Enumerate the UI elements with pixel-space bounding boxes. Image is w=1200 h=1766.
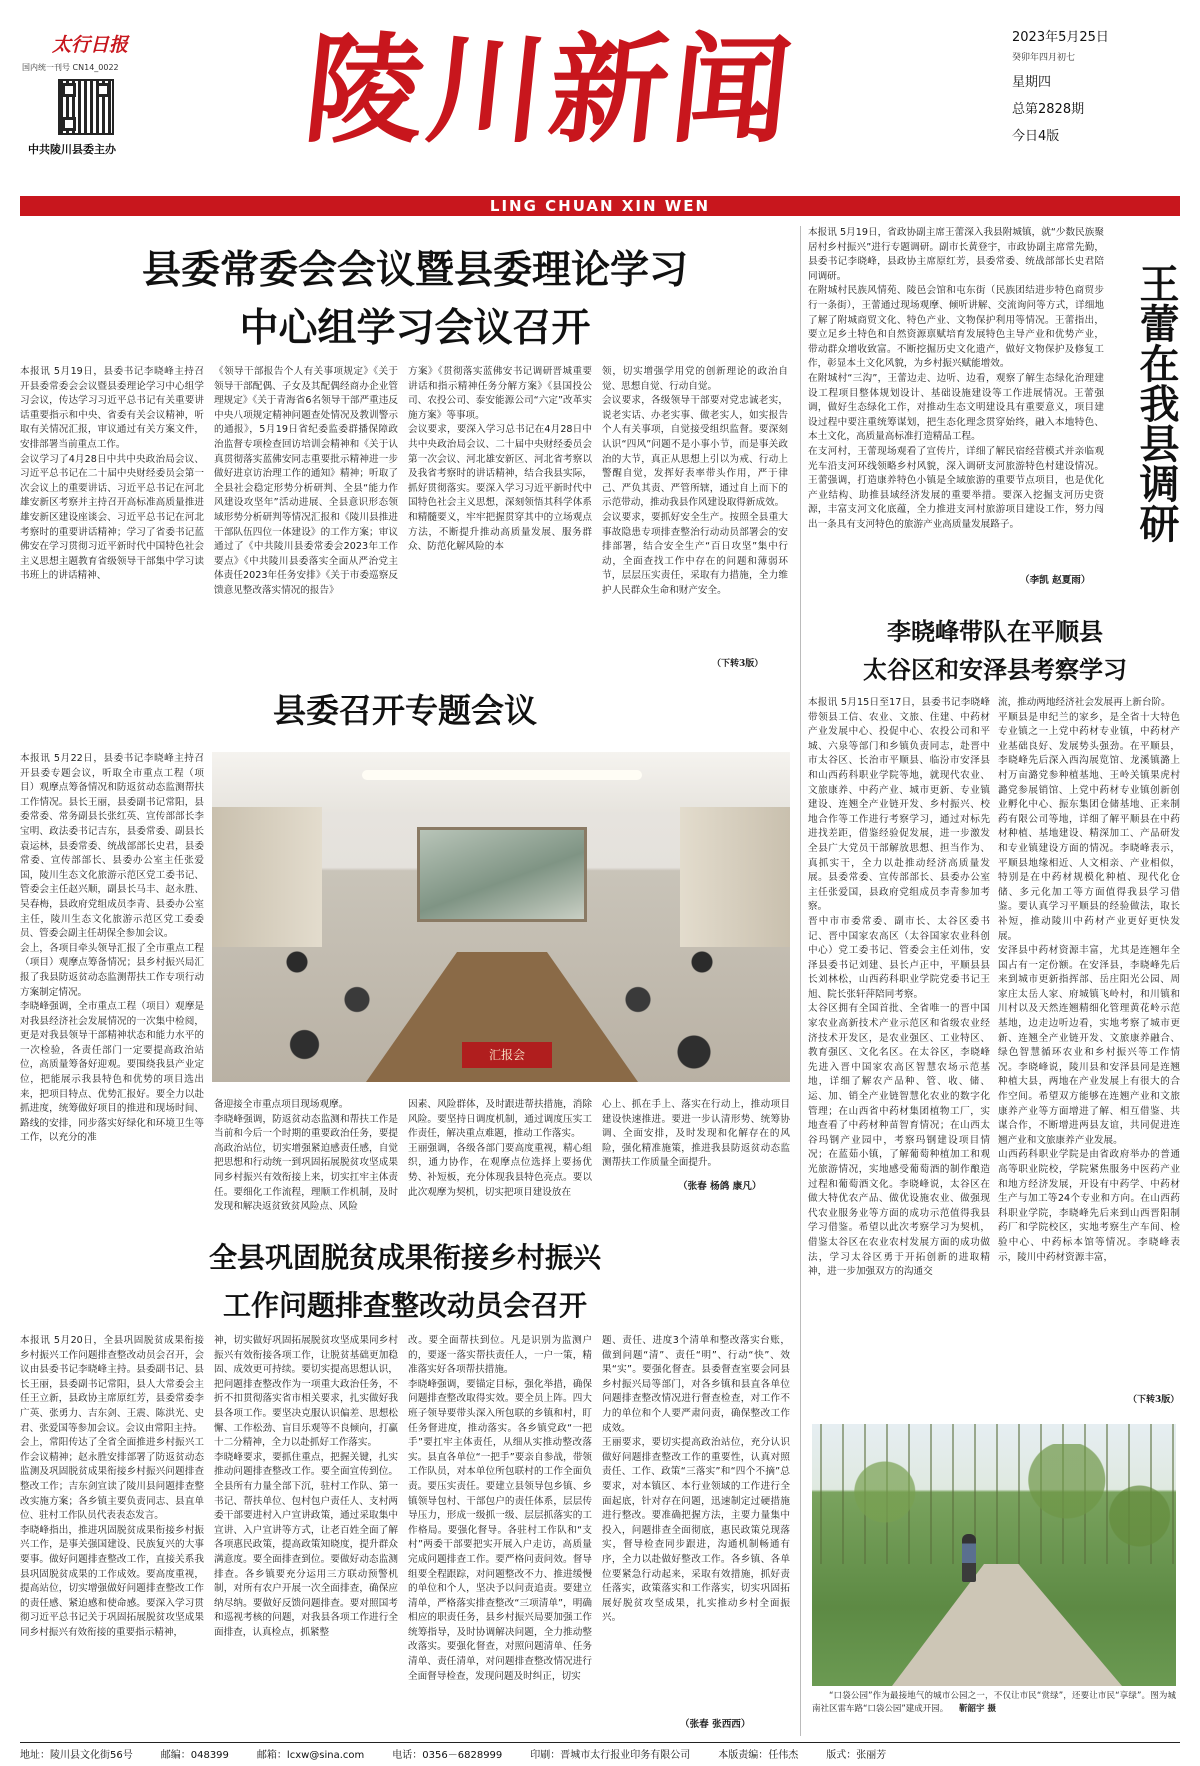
article2-col3: 因素、风险群体，及时跟进帮扶措施，消除风险。要坚持日调度机制，通过调度压实工作责任，解决重点难题，推动工作落实。 王丽强调，各级各部门要高度重视，精心组织，通力协作，在观摩点位选择上要扬优势、补短板，充分体现我县特色亮点。要以此次观摩为契机，切实把项目建设放在 <box>408 1099 592 1198</box>
headline-poverty-alleviation <box>20 1238 790 1326</box>
painting <box>417 827 587 922</box>
ceiling-light <box>362 770 642 780</box>
organizer: 中共陵川县委主办 <box>28 143 116 156</box>
path <box>892 1564 1122 1686</box>
footer-email: 邮箱：lcxw@sina.com <box>256 1750 365 1761</box>
attendees-left <box>252 932 402 1082</box>
headline-line-2: 中心组学习会议召开 <box>239 305 591 351</box>
headline-line-2: 太谷区和安泽县考察学习 <box>863 655 1127 684</box>
curtain-left <box>212 807 322 947</box>
curtain-right <box>680 807 790 947</box>
article3-col2: 神，切实做好巩固拓展脱贫攻坚成果同乡村振兴有效衔接各项工作，让脱贫基础更加稳固、成效更可持续。要切实提高思想认识，把问题排查整改作为一项重大政治任务，不折不扣贯彻落实省市相关要求，扎实做好我县各项工作。要坚决克服认识偏差、思想松懈、工作松劲、盲目乐观等不良倾向，打赢十二分精神，全力以赴抓好工作落实。 李晓峰要求，要抓住重点，把握关键，扎实推动问题排查整改工作。要全面宣传到位。全县所有力量全部下沉，驻村工作队、第一书记、帮扶单位、包村包户责任人、支村两委干部要进村入户宣讲政策，通过采取集中宣讲、入户宣讲等方式，让老百姓全面了解各项惠民政策，提高政策知晓度，提升群众满意度。要全面排查到位。要做好动态监测排查。各乡镇要充分运用三方联动预警机制，对所有农户开展一次全面排查，确保应纳尽纳。要做好反馈问题排查。要对照国考和巡视考核的问题，对我县各项工作进行全面排查，认真检点，抓紧整 <box>214 1335 398 1638</box>
footer-phone: 电话：0356－6828999 <box>392 1750 503 1761</box>
side-article2-col1: 本报讯 5月15日至17日，县委书记李晓峰带领县工信、农业、文旅、住建、中药材产业发展中心、投促中心、农投公司和平城、六泉等部门和乡镇负责同志，赴晋中市太谷区、长治市平顺县、临汾市安泽县和山西药科职业学院等地，就现代农业、文旅康养、中药产业、城市更新、专业镇建设、连翘全产业链开发、乡村振兴、校地合作等工作进行考察学习，通过对标先进找差距，借鉴经验促发展，进一步激发全县广大党员干部解放思想、担当作为、真抓实干，全力以赴推动经济高质量发展。县委常委、宣传部部长、县委办公室主任张爱国，县政府党组成员李青参加考察。 晋中市市委常委、副市长、太谷区委书记、晋中国家农高区（太谷国家农业科创中心）党工委书记、管委会主任刘伟，安泽县委书记刘建、县长卢正中，平顺县县长刘林松，山西药科职业学院党委书记王旭、院长张轩萍陪同考察。 太谷区拥有全国首批、全省唯一的晋中国家农业高新技术产业示范区和省级农业经济技术开发区，是农业强区、工业特区、教育强区、文化名区。在太谷区，李晓峰先进入晋中国家农高区智慧农场示范基地，详细了解农产品种、管、收、储、运、加、销全产业链智慧化农业的数字化管理；在山西省中药材集团植物工厂，实地查看了中药材种苗智育情况；在山西太谷玛钢产业园中，考察玛钢建设项目情况；在蓝茹小镇，了解葡萄种植加工和观光旅游情况，实地感受葡萄酒的制作酿造过程和葡萄酒文化。李晓峰说，太谷区在做大特优农产品、做优设施农业、做强现代农业服务业等方面的成功示范值得我县学习借鉴。希望以此次考察学习为契机，借鉴太谷区在农业农村发展方面的成功做法，学习太谷区勇于开拓创新的进取精神，进一步加强双方的沟通交 <box>808 697 990 1278</box>
person <box>962 1534 976 1582</box>
article2-col1: 本报讯 5月22日，县委书记李晓峰主持召开县委专题会议，听取全市重点工程（项目）观摩点筹备情况和防返贫动态监测帮扶工作情况。县长王丽，县委副书记常阳，县委常委、常务副县长张红英、宣传部部长李宝明、政法委书记吉东，县委常委、副县长袁运林，县委常委、统战部部长史君，县委常委、宣传部部长、县委办公室主任张爱国，陵川生态文化旅游示范区党工委书记、管委会主任赵兴顺，副县长马丰、赵永胜、吴春梅，县政府党组成员李青、县委办公室主任，陵川生态文化旅游示范区党工委委员、管委会副主任胡保全参加会议。 会上，各项目牵头领导汇报了全市重点工程（项目）观摩点筹备情况；县乡村振兴局汇报了我县防返贫动态监测帮扶工作专项行动方案制定情况。 李晓峰强调，全市重点工程（项目）观摩是对我县经济社会发展情况的一次集中检阅，更是对我县领导干部精神状态和能力水平的一次检验，各责任部门一定要提高政治站位，高质量筹备好迎观。要围绕我县产业定位，把能展示我县特色和优势的项目选出来，把项目特点、优势汇报好。要全力以赴抓进度，统筹做好项目的推进和现场时间、路线的安排，同步落实好绿化和环境卫生等工作，以充分的准 <box>20 753 204 1144</box>
headline-line-2: 工作问题排查整改动员会召开 <box>222 1289 587 1322</box>
footer-editor: 本版责编：任伟杰 <box>718 1750 799 1761</box>
lunar-date: 癸卯年四月初七 <box>1012 53 1076 63</box>
photo-banner: 汇报会 <box>462 1042 552 1068</box>
masthead-right <box>1012 26 1182 176</box>
footer-rule <box>20 1742 1180 1743</box>
headline-line-1: 全县巩固脱贫成果衔接乡村振兴 <box>208 1241 601 1274</box>
paper-logo: 太行日报 <box>52 34 129 56</box>
headline-standing-committee <box>20 244 810 354</box>
article3-col4: 题、责任、进度3个清单和整改落实台账，做到问题“清”、责任“明”、行动“快”、效果“实”。要强化督查。县委督查室要会同县乡村振兴局等部门，对各乡镇和县直各单位问题排查整改情况进行督查检查，对工作不力的单位和个人要严肃问责，确保整改工作成效。 王丽要求，要切实提高政治站位，充分认识做好问题排查整改工作的重要性，认真对照责任、工作、政策“三落实”和“四个不摘”总要求，对本镇区、本行业领域的工作进行全面起底，针对存在问题，迅速制定过硬措施进行整改。要准确把握方法，主要力量集中投入，问题排查全面彻底，惠民政策兑现落实，督导检查同步跟进，沟通机制畅通有序，全力以赴做好整改工作。各乡镇、各单位要紧急行动起来，采取有效措施，抓好责任落实，政策落实和工作落实，切实巩固拓展好脱贫攻坚成果，扎实推动乡村全面振兴。 <box>602 1335 790 1624</box>
article1-col1: 本报讯 5月19日，县委书记李晓峰主持召开县委常委会会议暨县委理论学习中心组学习会议，传达学习习近平总书记有关重要讲话重要指示和中央、省委有关会议精神，听取有关情况汇报，审议通过有关方案文件，安排部署当前重点工作。 会议学习了4月28日中共中央政治局会议、习近平总书记在二十届中央财经委员会第一次会议上的重要讲话、习近平总书记在河北雄安新区考察并主持召开高标准高质量推进雄安新区建设座谈会、习近平总书记在河北考察时的重要讲话精神；学习了省委书记蓝佛安在学习贯彻习近平新时代中国特色社会主义思想主题教育省级领导干部集中学习读书班上的讲话精神、 <box>20 366 204 582</box>
headline-wang-lei: 王蕾在我县调研 <box>1133 263 1180 543</box>
article1-col3: 方案》《贯彻落实蓝佛安书记调研晋城重要讲话和指示精神任务分解方案》《县国投公司、农投公司、泰安能源公司“六定”改革实施方案》等事项。 会议要求，要深入学习总书记在4月28日中共中央政治局会议、二十届中央财经委员会第一次会议、河北雄安新区、河北省考察以及我省考察时的讲话精神，结合我县实际，抓好贯彻落实。要深入学习习近平新时代中国特色社会主义思想，深刻领悟其科学体系和精髓要义，牢牢把握贯穿其中的立场观点方法，不断提升推动高质量发展、服务群众、防范化解风险的本 <box>408 366 592 553</box>
masthead-pinyin: LING CHUAN XIN WEN <box>489 197 711 215</box>
qr-code-icon <box>58 79 114 135</box>
footer-address: 地址：陵川县文化街56号 <box>20 1750 133 1761</box>
headline-special-meeting: 县委召开专题会议 <box>273 691 537 730</box>
sidebar-divider <box>800 226 801 1736</box>
footer-printer: 印刷：晋城市太行报业印务有限公司 <box>530 1750 691 1761</box>
side-article1-byline: （李凯 赵夏雨） <box>1020 575 1091 586</box>
article3-col3: 改。要全面帮扶到位。凡是识别为监测户的，要逐一落实帮扶责任人，一户一策，精准落实好各项帮扶措施。 李晓峰强调，要锚定目标，强化举措，确保问题排查整改取得实效。要全员上阵。四大班子领导要带头深入所包联的乡镇和村，盯任务督进度，推动落实。各乡镇党政“一把手”要扛牢主体责任，从细从实推动整改落实。县直各单位“一把手”要亲自参战，带领工作队员，对本单位所包联村的工作全面负责。要压实责任。要建立县领导包乡镇、乡镇领导包村、干部包户的责任体系，层层传导压力，形成一级抓一级、层层抓落实的工作格局。要强化督导。各驻村工作队和“支村”两委干部要把实开展入户走访，高质量完成问题排查工作。要严格问责问效。督导组要全程跟踪，对问题整改不力、推进缓慢的单位和个人，坚决予以问责追责。要建立清单，严格落实排查整改“三项清单”，明确相应的职责任务，县乡村振兴局要加强工作统筹指导，及时协调解决问题，全力推动整改落实。要强化督查，对照问题清单、任务清单、责任清单，对问题排查整改情况进行全面督导检查，发现问题及时纠正，切实 <box>408 1335 592 1682</box>
caption-text: “口袋公园”作为最接地气的城市公园之一，不仅让市民“赏绿”，还要让市民“享绿”。图为城南社区雷车路“口袋公园”建成开园。 <box>812 1691 1176 1714</box>
masthead-title: 陵川新闻 <box>298 20 802 159</box>
side-continued-note: （下转3版） <box>1128 1395 1180 1405</box>
photographer: 靳韶宇 摄 <box>959 1704 996 1714</box>
footer <box>20 1748 1180 1764</box>
masthead-left <box>22 30 172 170</box>
headline-line-1: 李晓峰带队在平顺县 <box>887 617 1103 646</box>
meeting-photo <box>212 752 790 1082</box>
side-article1-body: 本报讯 5月19日，省政协副主席王蕾深入我县附城镇，就“少数民族聚居村乡村振兴”进行专题调研。副市长黄登宇，市政协副主席常先勤，县委书记李晓峰，县政协主席原红芳，县委常委、统战部部长史君陪同调研。 在附城村民族风情苑、陵邑会馆和屯东街（民族团结进步特色商贸步行一条街），王蕾通过现场观摩、倾听讲解、交流询问等方式，详细地了解了附城商贸文化、特色产业、文物保护利用等情况。王蕾指出，要立足乡土特色和自然资源禀赋培育发展特色主导产业和优势产业，带动群众增收致富。不断挖掘历史文化遗产，做好文物保护及修复工作，彰显本土文化风貌，为乡村振兴赋能增效。 在附城村“三沟”，王蕾边走、边听、边看，观察了解生态绿化治理建设工程项目整体规划设计、基础设施建设等工作进展情况。王蕾强调，做好生态绿化工作，对推动生态文明建设具有重要意义，项目建设过程中要注重统筹谋划，把生态化理念贯穿始终，融入本地特色、本土文化，高质量高标准打造精品工程。 在支河村，王蕾现场观看了宣传片，详细了解民宿经营模式并亲临观光车沿支河环线领略乡村风貌，深入调研支河旅游特色村建设情况。王蕾强调，打造康养特色小镇是全域旅游的重要节点项目，也是优化产业结构、助推县域经济发展的重要举措。要深入挖掘支河历史资源，丰富支河文化底蕴，全力推进支河村旅游项目建设工作，努力闯出一条具有支河特色的旅游产业高质量发展路子。 <box>808 227 1104 530</box>
continued-note: （下转3版） <box>712 659 764 669</box>
issn: 国内统一刊号 CN14_0022 <box>22 63 119 72</box>
headline-study-tour <box>810 614 1180 688</box>
article2-col4: 心上、抓在手上、落实在行动上，推动项目建设快速推进。要进一步认清形势、统筹协调、全面安排，及时发现和化解存在的风险，强化精准施策，推进我县防返贫动态监测帮扶工作质量全面提升。 <box>602 1099 790 1169</box>
article1-col4: 领，切实增强学用党的创新理论的政治自觉、思想自觉、行动自觉。 会议要求，各级领导干部要对党忠诚老实，说老实话、办老实事、做老实人，如实报告个人有关事项，自觉接受组织监督。要深刻认识“四风”问题不是小事小节，而是事关政治的大节，真正从思想上引以为戒、行动上警醒自觉，发挥好表率带头作用，严于律己、严负其责、严管所辖，通过自上而下的示范带动，推动我县作风建设取得新成效。 会议要求，要抓好安全生产。按照全县重大事故隐患专项排查整治行动动员部署会的安排部署，结合安全生产“百日攻坚”集中行动，全面查找工作中存在的问题和薄弱环节，层层压实责任，采取有力措施，全力维护人民群众生命和财产安全。 <box>602 366 788 596</box>
page-count: 今日4版 <box>1012 129 1060 144</box>
side-article2-col2: 流，推动两地经济社会发展再上新台阶。 平顺县是申纪兰的家乡，是全省十大特色专业镇之一上党中药材专业镇，中药材产业基础良好、发展势头强劲。在平顺县，李晓峰先后深入西沟展览馆、龙溪镇潞上村万亩潞党参种植基地、王岭关镇果虎村潞党参展销馆、上党中药材专业镇创新创业孵化中心、振东集团仓储基地、正来制药有限公司等地，详细了解平顺县在中药材种植、基地建设、精深加工、产品研发和专业镇建设方面的情况。李晓峰表示，平顺县地缘相近、人文相亲、产业相似，特别是在中药材规模化种植、现代化仓储、多元化加工等方面值得我县学习借鉴。要认真学习平顺县的经验做法，取长补短，推动陵川中药材产业更好更快发展。 安泽县中药材资源丰富，尤其是连翘年全国占有一定份额。在安泽县，李晓峰先后来到城市更新指挥部、岳庄阳光公园、周家庄太岳人家、府城镇飞岭村，和川镇和川村以及天然连翘精细化管理黄花岭示范基地，边走边听边看，实地考察了城市更新、连翘全产业链开发、文旅康养融合、绿色智慧循环农业和乡村振兴等工作情况。李晓峰说，陵川县和安泽县同是连翘种植大县，两地在产业发展上有很大的合作空间。希望双方能够在连翘产业和文旅康养产业等方面增进了解、相互借鉴、共谋合作，不断增进两县友谊，共同促进连翘产业和文旅康养产业发展。 山西药科职业学院是由省政府举办的普通高等职业院校，学院紧焦服务中医药产业和地方经济发展，开设有中药学、中药材生产与加工等24个专业和方向。在山西药科职业学院，李晓峰先后来到山西晋阳制药厂和学院校区，实地考察生产车间、检验中心、中药标本馆等情况。李晓峰表示，陵川中药材资源丰富， <box>998 697 1180 1263</box>
ceiling <box>212 752 790 812</box>
article3-col1: 本报讯 5月20日，全县巩固脱贫成果衔接乡村振兴工作问题排查整改动员会召开，会议由县委书记李晓峰主持。县委副书记、县长王丽，县委副书记常阳，县人大常委会主任王立新，县政协主席原红芳，县委常委李广英、张勇力、吉东剑、王震、陈洪光、史君、张爱国等参加会议。会议由常阳主持。 会上，常阳传达了全省全面推进乡村振兴工作会议精神；赵永胜安排部署了防返贫动态监测及巩固脱贫成果衔接乡村振兴问题排查整改工作；吉东剑宣读了陵川县问题排查整改实施方案；各乡镇主要负责同志、县直单位、驻村工作队员代表表态发言。 李晓峰指出，推进巩固脱贫成果衔接乡村振兴工作，是事关强国建设、民族复兴的大事要事。做好问题排查整改工作，直接关系我县巩固脱贫成果的工作成效。要高度重视，提高站位，切实增强做好问题排查整改工作的责任感、紧迫感和使命感。要深入学习贯彻习近平总书记关于巩固拓展脱贫攻坚成果同乡村振兴有效衔接的重要指示精神， <box>20 1335 204 1638</box>
attendees-right <box>590 932 750 1082</box>
article2-col2: 备迎接全市重点项目现场观摩。 李晓峰强调，防返贫动态监测和帮扶工作是当前和今后一个时期的重要政治任务，要提高政治站位，切实增强紧迫感责任感，自觉把思想和行动统一到巩固拓展脱贫攻坚成果同乡村振兴有效衔接上来，切实扛牢主体责任。要细化工作流程，理顺工作机制，及时发现和解决返贫致贫风险点、风险 <box>214 1099 398 1213</box>
weekday: 星期四 <box>1012 75 1052 90</box>
article1-col2: 《领导干部报告个人有关事项规定》《关于领导干部配偶、子女及其配偶经商办企业管理规定》《关于青海省6名领导干部严重违反中央八项规定精神问题查处情况及教训警示的通报》，5月19日省纪委监委群播保障政治监督专项检查回访培训会精神和《关于认真贯彻落实蓝佛安同志重要批示精神进一步做好进京访治理工作的通知》精神；听取了全县社会稳定形势分析研判、全县“能力作风建设攻坚年”活动进展、全县意识形态领域形势分析研判等情况汇报和《陵川县推进干部队伍四位一体建设》的工作方案；审议通过了《中共陵川县委常委会2023年工作要点》《中共陵川县委落实全面从严治党主体责任2023年任务安排》《关于市委巡察反馈意见整改落实情况的报告》 <box>214 366 398 596</box>
date: 2023年5月25日 <box>1012 30 1109 45</box>
headline-line-1: 县委常委会会议暨县委理论学习 <box>141 247 688 293</box>
article3-byline: （张春 张西西） <box>680 1719 751 1730</box>
park-caption <box>812 1690 1176 1732</box>
foliage <box>812 1444 1176 1564</box>
footer-designer: 版式：张丽芳 <box>826 1750 887 1761</box>
article2-byline: （张春 杨鸽 康凡） <box>678 1181 762 1192</box>
park-photo <box>812 1424 1176 1686</box>
footer-zip: 邮编：048399 <box>160 1750 229 1761</box>
issue-number: 总第2828期 <box>1012 102 1085 117</box>
